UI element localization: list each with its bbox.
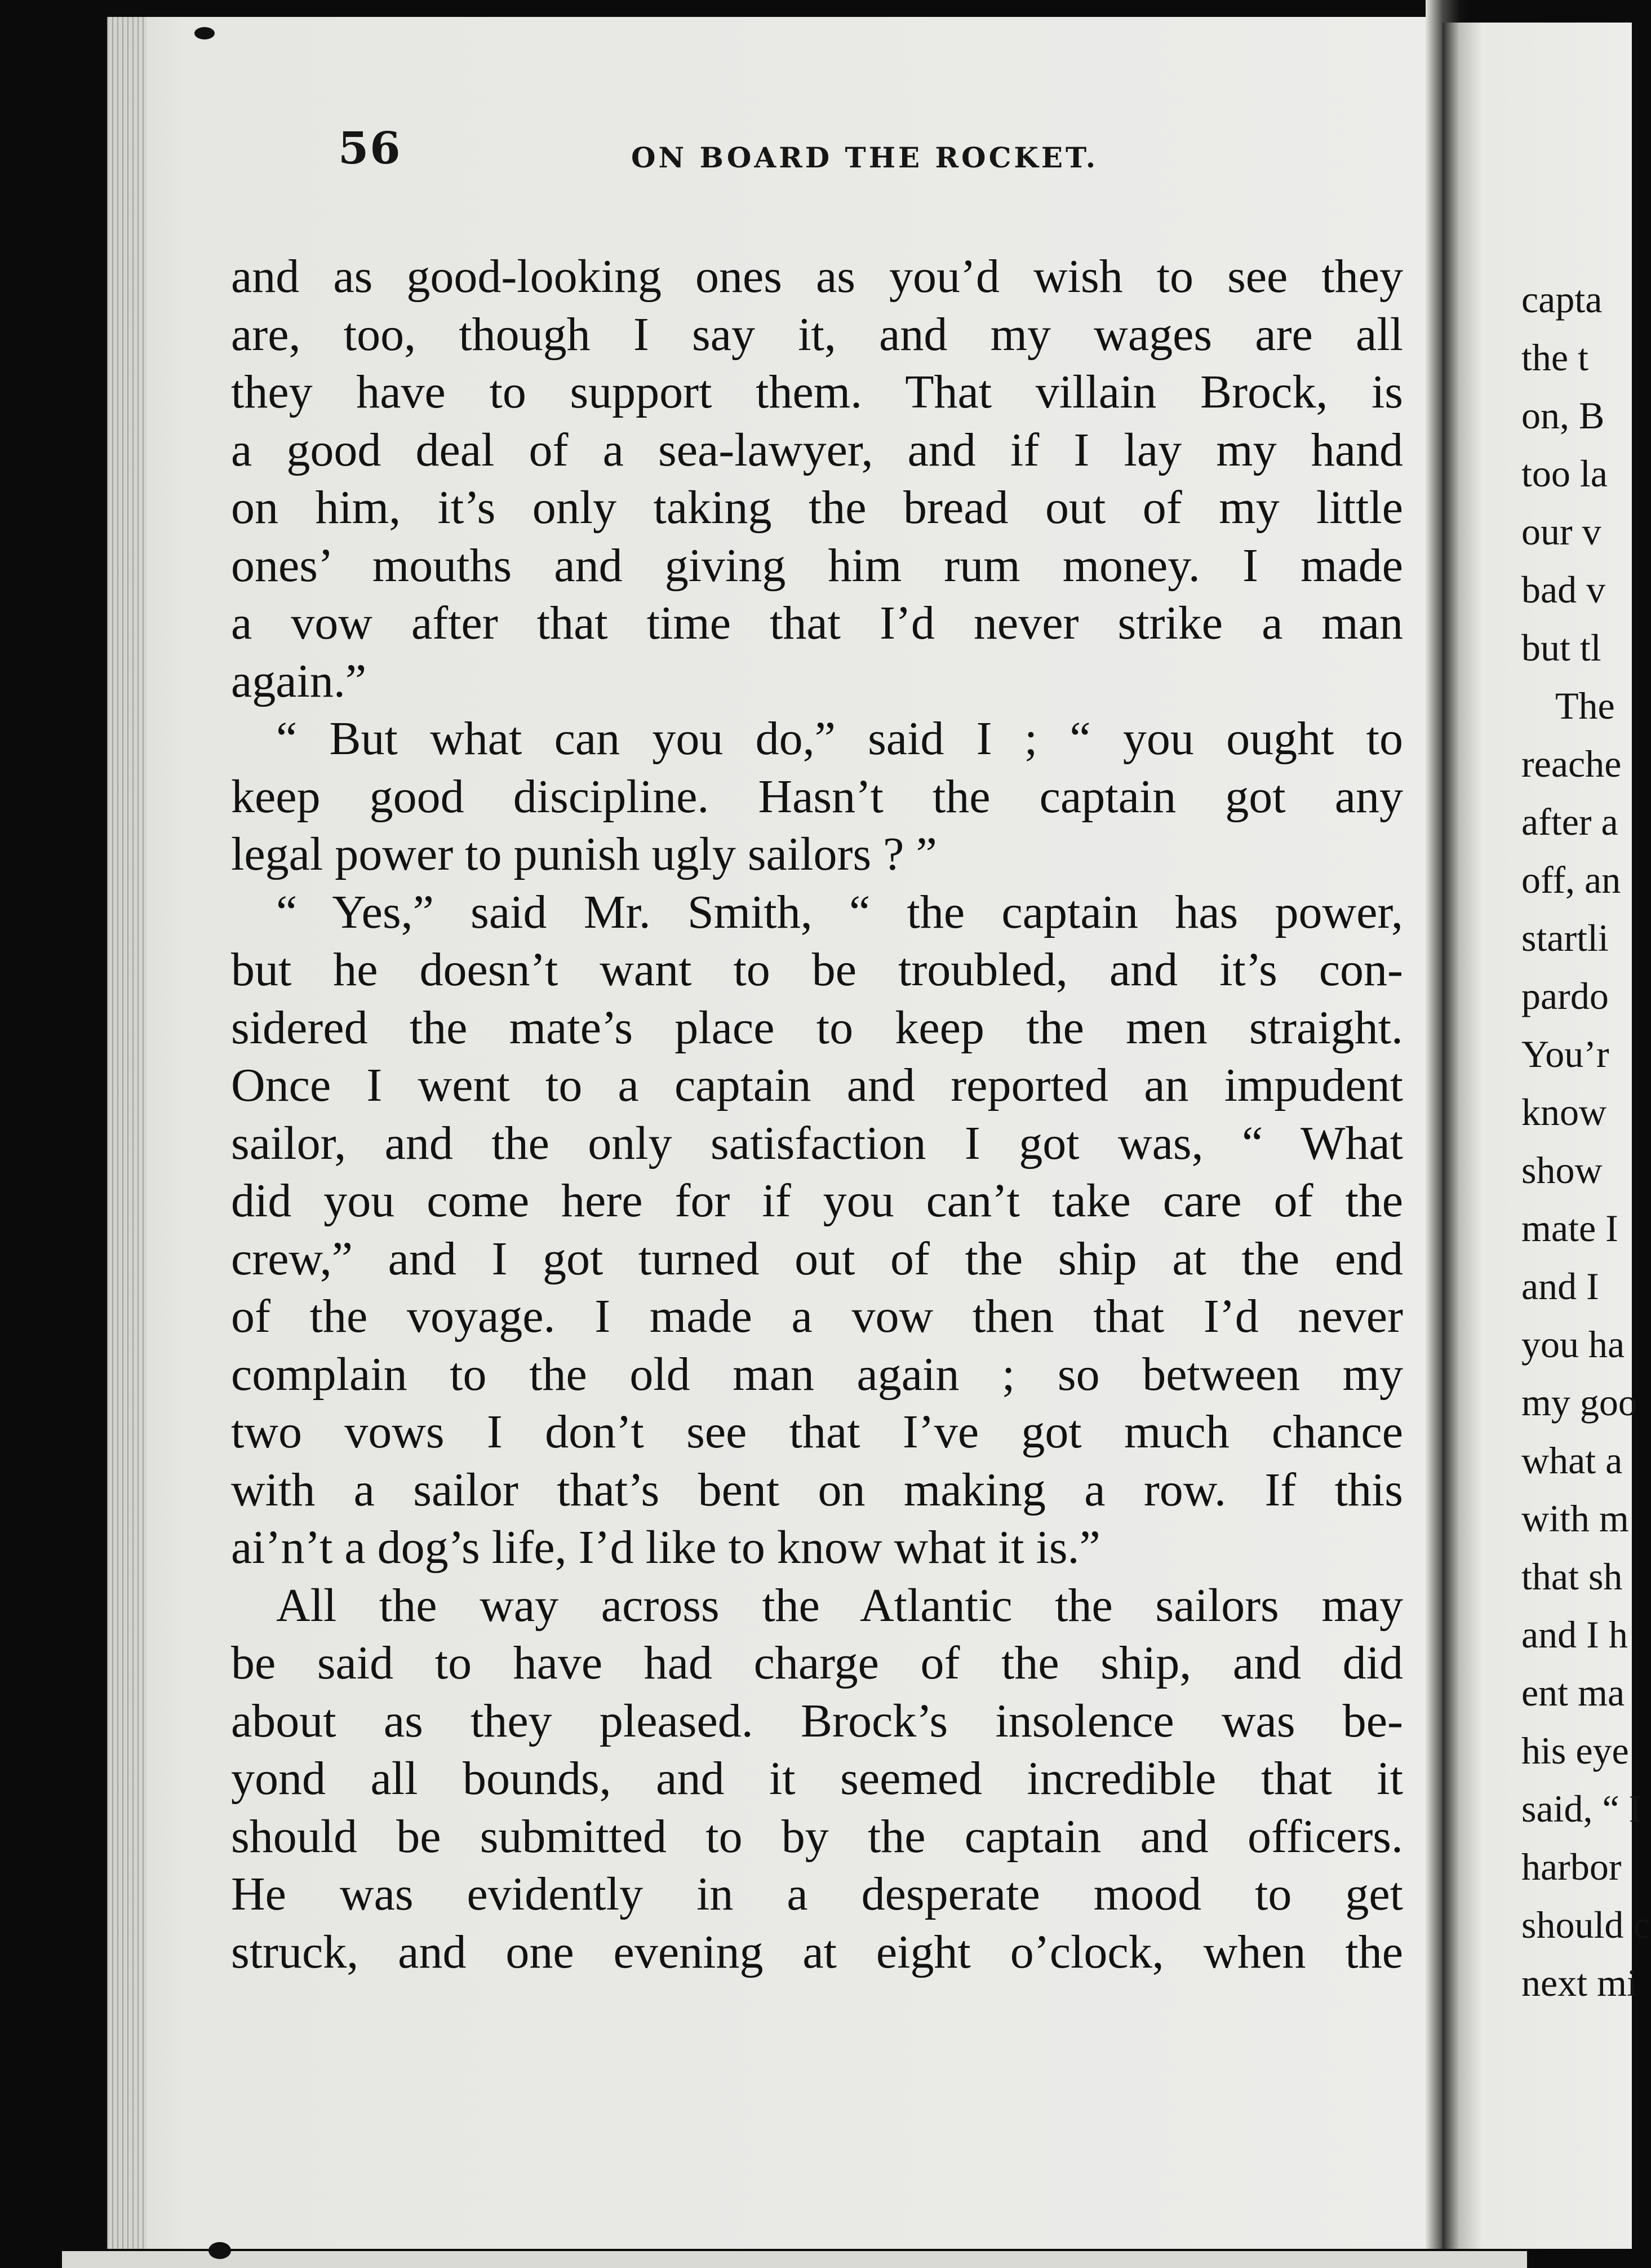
text-line: ones’ mouths and giving him rum money. I made bbox=[231, 539, 1403, 592]
text-fragment: mate I bbox=[1521, 1207, 1618, 1250]
page-number: 56 bbox=[338, 123, 402, 174]
text-fragment: our v bbox=[1521, 510, 1601, 553]
text-fragment: startli bbox=[1521, 916, 1609, 959]
text-fragment: you ha bbox=[1521, 1323, 1625, 1366]
text-line: of the voyage. I made a vow then that I’d never bbox=[231, 1290, 1403, 1343]
text-line: should be submitted to by the captain and officers. bbox=[231, 1810, 1403, 1863]
text-fragment: the t bbox=[1521, 336, 1588, 379]
text-fragment: harbor bbox=[1521, 1845, 1622, 1888]
text-line: All the way across the Atlantic the sailors may bbox=[276, 1579, 1403, 1632]
text-line: “ But what can you do,” said I ; “ you ought to bbox=[276, 712, 1403, 765]
text-line: about as they pleased. Brock’s insolence was be- bbox=[231, 1694, 1403, 1747]
text-fragment: bad v bbox=[1521, 568, 1606, 611]
scan-speck bbox=[194, 27, 215, 39]
text-fragment: what a bbox=[1521, 1439, 1623, 1482]
text-fragment: off, an bbox=[1521, 858, 1621, 901]
text-line: yond all bounds, and it seemed incredible that it bbox=[231, 1752, 1403, 1805]
text-fragment: You’r bbox=[1521, 1033, 1609, 1075]
text-line: but he doesn’t want to be troubled, and it’s con- bbox=[231, 943, 1403, 996]
text-fragment: show bbox=[1521, 1149, 1603, 1191]
text-line: sidered the mate’s place to keep the men straight. bbox=[231, 1001, 1403, 1054]
page-edge-lines bbox=[107, 17, 147, 2249]
text-fragment: that sh bbox=[1521, 1555, 1623, 1598]
text-line: are, too, though I say it, and my wages are all bbox=[231, 308, 1403, 361]
text-line: with a sailor that’s bent on making a row. If this bbox=[231, 1463, 1403, 1516]
text-line: keep good discipline. Hasn’t the captain got any bbox=[231, 770, 1403, 823]
text-fragment: should c bbox=[1521, 1903, 1650, 1946]
text-line: complain to the old man again ; so between my bbox=[231, 1348, 1403, 1401]
text-fragment: and I h bbox=[1521, 1613, 1628, 1656]
text-fragment: pardo bbox=[1521, 974, 1609, 1017]
text-fragment: ent ma bbox=[1521, 1671, 1625, 1714]
text-line: “ Yes,” said Mr. Smith, “ the captain has power, bbox=[276, 885, 1403, 938]
scan-speck bbox=[208, 2242, 231, 2259]
text-line: crew,” and I got turned out of the ship at the end bbox=[231, 1232, 1403, 1285]
text-line: did you come here for if you can’t take care of the bbox=[231, 1175, 1403, 1227]
text-line: two vows I don’t see that I’ve got much chance bbox=[231, 1406, 1403, 1458]
text-line: sailor, and the only satisfaction I got was, “ What bbox=[231, 1117, 1403, 1170]
text-fragment: too la bbox=[1521, 452, 1608, 495]
text-fragment: with m bbox=[1521, 1497, 1629, 1540]
text-line: a good deal of a sea-lawyer, and if I lay my hand bbox=[231, 423, 1403, 476]
text-line: Once I went to a captain and reported an impudent bbox=[231, 1059, 1403, 1111]
text-fragment: next mi bbox=[1521, 1961, 1637, 2004]
text-line: ai’n’t a dog’s life, I’d like to know what it is.” bbox=[231, 1521, 1100, 1574]
right-page-text-fragments bbox=[1521, 271, 1651, 2012]
text-fragment: his eye bbox=[1521, 1729, 1629, 1772]
text-fragment: on, B bbox=[1521, 394, 1605, 437]
text-fragment: and I bbox=[1521, 1265, 1599, 1308]
text-fragment: but tl bbox=[1521, 626, 1601, 669]
text-line: He was evidently in a desperate mood to get bbox=[231, 1868, 1403, 1920]
text-line: on him, it’s only taking the bread out of my little bbox=[231, 481, 1403, 534]
text-fragment: The bbox=[1555, 684, 1615, 727]
text-fragment: know bbox=[1521, 1091, 1607, 1133]
text-fragment: after a bbox=[1521, 800, 1618, 843]
running-head bbox=[237, 123, 1386, 174]
text-line: again.” bbox=[231, 654, 367, 707]
text-line: they have to support them. That villain Brock, is bbox=[231, 366, 1403, 418]
text-line: a vow after that time that I’d never strike a man bbox=[231, 597, 1403, 649]
text-line: be said to have had charge of the ship, and did bbox=[231, 1637, 1403, 1689]
text-fragment: said, “ I bbox=[1521, 1787, 1642, 1830]
running-title: ON BOARD THE ROCKET. bbox=[631, 141, 1099, 174]
bottom-page-edge bbox=[62, 2251, 1527, 2268]
text-line: legal power to punish ugly sailors ? ” bbox=[231, 828, 937, 880]
text-fragment: reache bbox=[1521, 742, 1622, 785]
text-line: struck, and one evening at eight o’clock, when the bbox=[231, 1925, 1403, 1978]
text-line: and as good-looking ones as you’d wish to see they bbox=[231, 250, 1403, 303]
left-page-body-text bbox=[231, 248, 1403, 1981]
text-fragment: capta bbox=[1521, 278, 1603, 321]
text-fragment: my goo bbox=[1521, 1381, 1637, 1424]
